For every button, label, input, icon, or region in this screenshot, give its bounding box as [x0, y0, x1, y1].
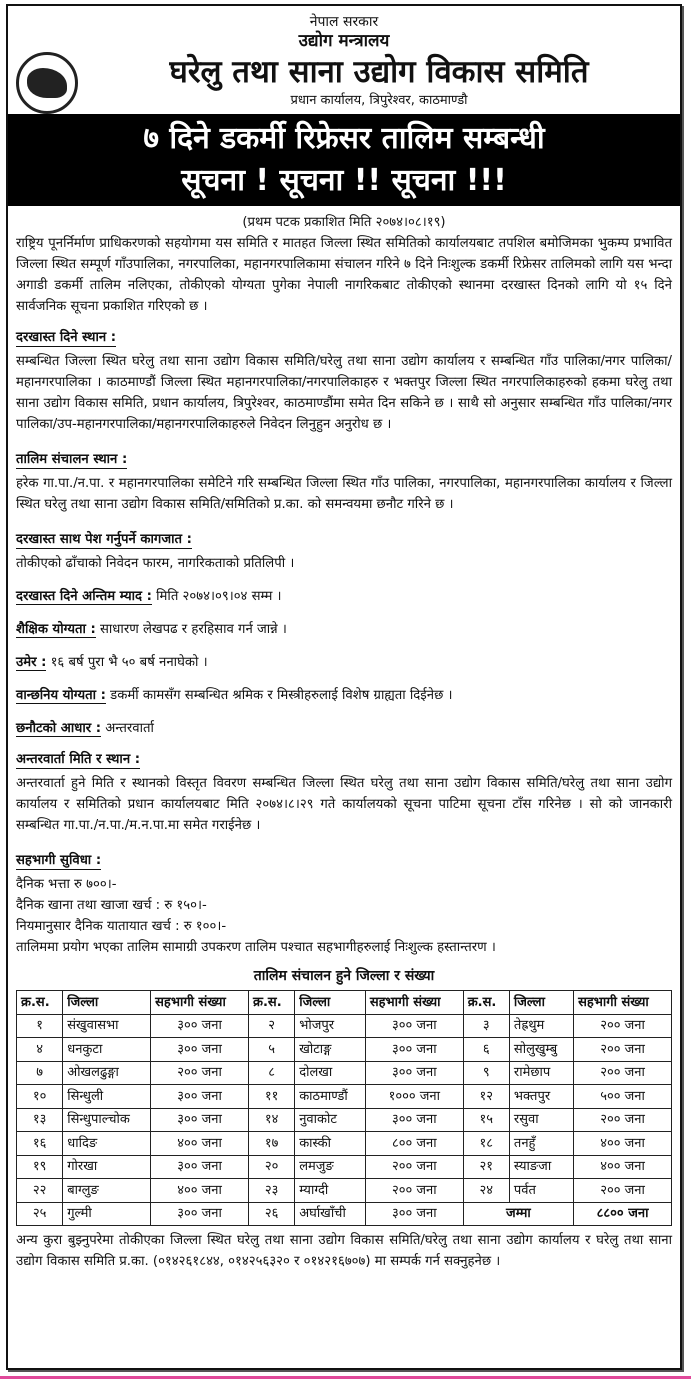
section-heading: तालिम संचालन स्थान :: [16, 452, 128, 467]
notice-body: [8, 206, 680, 1278]
participants-cell: ३०० जना: [365, 1014, 463, 1038]
district-cell: रामेछाप: [509, 1061, 573, 1085]
serial-cell: १३: [17, 1108, 63, 1132]
notice: [6, 4, 682, 1370]
facility-item: दैनिक खाना तथा खाजा खर्च : रु १५०।-: [16, 898, 207, 913]
label: वान्छनिय योग्यता :: [16, 688, 106, 703]
section-heading: दरखास्त दिने स्थान :: [16, 330, 117, 345]
banner-title: ७ दिने डकर्मी रिफ्रेसर तालिम सम्बन्धी: [143, 121, 545, 156]
serial-cell: ११: [248, 1085, 294, 1109]
district-cell: कास्की: [295, 1132, 366, 1156]
column-header: जिल्ला: [295, 991, 366, 1015]
value: साधारण लेखपढ र हरहिसाव गर्न जान्ने ।: [95, 622, 287, 637]
district-cell: म्याग्दी: [295, 1179, 366, 1203]
participants-cell: ३०० जना: [151, 1085, 249, 1109]
district-cell: रसुवा: [509, 1108, 573, 1132]
label: शैक्षिक योग्यता :: [16, 622, 96, 637]
table-header-row: [17, 991, 672, 1015]
district-cell: सोलुखुम्बु: [509, 1038, 573, 1062]
column-header: सहभागी संख्या: [365, 991, 463, 1015]
district-cell: अर्घाखाँची: [295, 1202, 366, 1226]
participants-cell: २०० जना: [574, 1108, 672, 1132]
table-title: तालिम संचालन हुने जिल्ला र संख्या: [253, 968, 435, 984]
serial-cell: १५: [463, 1108, 509, 1132]
serial-cell: २४: [463, 1179, 509, 1203]
serial-cell: १: [17, 1014, 63, 1038]
serial-cell: ९: [463, 1061, 509, 1085]
participants-cell: ५०० जना: [574, 1085, 672, 1109]
label: उमेर :: [16, 655, 47, 670]
value: डकर्मी कामसँग सम्बन्धित श्रमिक र मिस्त्रीहरुलाई विशेष ग्राह्यता दिईनेछ ।: [105, 688, 453, 703]
participants-cell: २०० जना: [574, 1014, 672, 1038]
column-header: सहभागी संख्या: [151, 991, 249, 1015]
section-heading: अन्तरवार्ता मिति र स्थान :: [16, 752, 141, 767]
intro-paragraph: राष्ट्रिय पूनर्निर्माण प्राधिकरणको सहयोगमा यस समिति र मातहत जिल्ला स्थित समितिको कार्यालयबाट तपशिल बमोजिमका भुकम्प प्रभावित जिल्ला स्थित सम्पूर्ण गाँउपालिका, नगरपालिका, महानगरपालिकामा संचालन गरिने ७ दिने निःशुल्क डकर्मी रिफ्रेसर तालिमको लागि यस भन्दा अगाडी डकर्मी तालिम नलिएका, तोकीएको योग्यता पुगेका नेपाली नागरिकबाट तोकीएको स्थानमा दरखास्त दिनको लागि यो १५ दिने सार्वजनिक सूचना प्रकाशित गरिएको छ ।: [16, 236, 672, 314]
district-cell: भक्तपुर: [509, 1085, 573, 1109]
column-header: क्र.स.: [17, 991, 63, 1015]
participants-cell: २०० जना: [574, 1038, 672, 1062]
district-cell: तेह्रथुम: [509, 1014, 573, 1038]
table-row: [17, 1132, 672, 1156]
district-cell: संखुवासभा: [63, 1014, 151, 1038]
value: मिति २०७४।०९।०४ सम्म ।: [151, 589, 282, 604]
total-value: ८८०० जना: [574, 1202, 672, 1226]
district-cell: सिन्धुली: [63, 1085, 151, 1109]
serial-cell: १७: [248, 1132, 294, 1156]
facility-item: दैनिक भत्ता रु ७००।-: [16, 877, 117, 892]
banner-notice: सूचना ! सूचना !! सूचना !!!: [181, 163, 507, 198]
serial-cell: ४: [17, 1038, 63, 1062]
qualification-row: [16, 619, 672, 640]
participants-cell: २०० जना: [365, 1155, 463, 1179]
preferred-qualification-row: [16, 685, 672, 706]
table-row: [17, 1179, 672, 1203]
serial-cell: २५: [17, 1202, 63, 1226]
accent-line: [0, 1376, 691, 1379]
district-cell: गोरखा: [63, 1155, 151, 1179]
table-row: [17, 1108, 672, 1132]
participants-cell: ३०० जना: [151, 1014, 249, 1038]
total-label: जम्मा: [463, 1202, 573, 1226]
title-banner: [8, 114, 680, 206]
ministry-name: उद्योग मन्त्रालय: [298, 31, 390, 51]
participants-cell: ३०० जना: [151, 1202, 249, 1226]
column-header: जिल्ला: [63, 991, 151, 1015]
serial-cell: ५: [248, 1038, 294, 1062]
serial-cell: १२: [463, 1085, 509, 1109]
table-row: [17, 1155, 672, 1179]
label: दरखास्त दिने अन्तिम म्याद :: [16, 589, 152, 604]
serial-cell: २१: [463, 1155, 509, 1179]
participants-cell: ४०० जना: [151, 1179, 249, 1203]
participants-cell: २०० जना: [151, 1061, 249, 1085]
column-header: सहभागी संख्या: [574, 991, 672, 1015]
facility-item: तालिममा प्रयोग भएका तालिम सामाग्री उपकरण तालिम पश्चात सहभागीहरुलाई निःशुल्क हस्तान्तरण ।: [16, 940, 496, 955]
district-cell: बाग्लुङ: [63, 1179, 151, 1203]
selection-basis-row: [16, 718, 672, 739]
district-cell: धादिङ: [63, 1132, 151, 1156]
footer-contact: अन्य कुरा बुझ्नुपरेमा तोकीएका जिल्ला स्थित घरेलु तथा साना उद्योग विकास समिति/घरेलु तथा साना उद्योग कार्यालय र घरेलु तथा साना उद्योग विकास समिति प्र.का. (०१४२६१८४४, ०१४२५६३२० र ०१४२१६७०७) मा सम्पर्क गर्न सक्नुहनेछ ।: [16, 1233, 672, 1269]
participants-cell: २०० जना: [574, 1179, 672, 1203]
serial-cell: १०: [17, 1085, 63, 1109]
org-name: घरेलु तथा साना उद्योग विकास समिति: [169, 54, 589, 90]
participants-cell: ४०० जना: [574, 1155, 672, 1179]
participants-cell: ४०० जना: [151, 1132, 249, 1156]
interview-text: अन्तरवार्ता हुने मिति र स्थानको विस्तृत विवरण सम्बन्धित जिल्ला स्थित घरेलु तथा साना उद्योग विकास समिति/घरेलु तथा साना उद्योग कार्यालय र समितिको प्रधान कार्यालयबाट मिति २०७४।८।२९ गते कार्यालयको सूचना पाटिमा सूचना टाँस गरिनेछ । सो को जानकारी सम्बन्धित गा.पा./न.पा./म.न.पा.मा समेत गराईनेछ ।: [16, 776, 672, 833]
serial-cell: ८: [248, 1061, 294, 1085]
table-row: [17, 1202, 672, 1226]
section-heading: सहभागी सुविधा :: [16, 853, 102, 868]
participants-cell: ३०० जना: [365, 1038, 463, 1062]
deadline-row: [16, 586, 672, 607]
value: अन्तरवार्ता: [101, 721, 154, 736]
serial-cell: २६: [248, 1202, 294, 1226]
section-text: सम्बन्धित जिल्ला स्थित घरेलु तथा साना उद्योग विकास समिति/घरेलु तथा साना उद्योग कार्यालय र सम्बन्धित गाँउ पालिका/नगर पालिका/महानगरपालिका । काठमाण्डौं जिल्ला स्थित महानगरपालिका/नगरपालिकाहरु र भक्तपुर जिल्ला स्थित नगरपालिकाहरुको हकमा घरेलु तथा साना उद्योग विकास समिति, प्रधान कार्यालय, त्रिपुरेश्वर, काठमाण्डौंमा समेत दिन सकिने छ । साथै सो अनुसार सम्बन्धित गाँउ पालिका/नगर पालिका/उप-महानगरपालिका/महानगरपालिकाहरुले निवेदन लिनुहुन अनुरोध छ ।: [16, 354, 672, 432]
serial-cell: ६: [463, 1038, 509, 1062]
table-row: [17, 1061, 672, 1085]
serial-cell: २२: [17, 1179, 63, 1203]
district-cell: लमजुङ: [295, 1155, 366, 1179]
age-row: [16, 652, 672, 673]
column-header: क्र.स.: [248, 991, 294, 1015]
participants-cell: ८०० जना: [365, 1132, 463, 1156]
facility-item: नियमानुसार दैनिक यातायात खर्च : रु १००।-: [16, 919, 227, 934]
participants-cell: ३०० जना: [151, 1038, 249, 1062]
gov-name: नेपाल सरकार: [309, 14, 379, 30]
published-date: (प्रथम पटक प्रकाशित मिति २०७४।०८।१९): [242, 215, 446, 230]
section-heading: दरखास्त साथ पेश गर्नुपर्ने कागजात :: [16, 532, 192, 547]
letterhead: [8, 6, 680, 114]
district-cell: गुल्मी: [63, 1202, 151, 1226]
district-cell: तनहुँ: [509, 1132, 573, 1156]
table-row: [17, 1014, 672, 1038]
serial-cell: ७: [17, 1061, 63, 1085]
serial-cell: ३: [463, 1014, 509, 1038]
table-row: [17, 1038, 672, 1062]
column-header: क्र.स.: [463, 991, 509, 1015]
label: छनौटको आधार :: [16, 721, 102, 736]
serial-cell: २: [248, 1014, 294, 1038]
participants-cell: ३०० जना: [365, 1061, 463, 1085]
serial-cell: १६: [17, 1132, 63, 1156]
value: १६ बर्ष पुरा भै ५० बर्ष ननाघेको ।: [46, 655, 208, 670]
table-row: [17, 1085, 672, 1109]
participants-cell: ३०० जना: [365, 1202, 463, 1226]
serial-cell: २०: [248, 1155, 294, 1179]
serial-cell: १४: [248, 1108, 294, 1132]
government-emblem-icon: [16, 52, 78, 114]
participants-cell: २०० जना: [574, 1061, 672, 1085]
section-text: हरेक गा.पा./न.पा. र महानगरपालिका समेटिने गरि सम्बन्धित जिल्ला स्थित गाँउ पालिका, नगरपालिका, महानगरपालिका कार्यालय र जिल्ला स्थित घरेलु तथा साना उद्योग विकास समिति/समितिको प्र.का. को समन्वयमा छनौट गरिने छ ।: [16, 476, 672, 512]
participants-cell: २०० जना: [365, 1179, 463, 1203]
district-cell: काठमाण्डौं: [295, 1085, 366, 1109]
participants-cell: ३०० जना: [365, 1108, 463, 1132]
participants-cell: १००० जना: [365, 1085, 463, 1109]
serial-cell: २३: [248, 1179, 294, 1203]
serial-cell: १९: [17, 1155, 63, 1179]
district-cell: धनकुटा: [63, 1038, 151, 1062]
district-cell: दोलखा: [295, 1061, 366, 1085]
participants-cell: ३०० जना: [151, 1108, 249, 1132]
district-cell: ओखलढुङ्गा: [63, 1061, 151, 1085]
district-table: [16, 990, 672, 1226]
serial-cell: १८: [463, 1132, 509, 1156]
column-header: जिल्ला: [509, 991, 573, 1015]
district-cell: खोटाङ्ग: [295, 1038, 366, 1062]
participants-cell: ४०० जना: [574, 1132, 672, 1156]
district-cell: स्याङजा: [509, 1155, 573, 1179]
district-cell: सिन्धुपाल्चोक: [63, 1108, 151, 1132]
office-address: प्रधान कार्यालय, त्रिपुरेश्वर, काठमाण्डौ: [290, 93, 468, 108]
district-cell: पर्वत: [509, 1179, 573, 1203]
district-cell: भोजपुर: [295, 1014, 366, 1038]
participants-cell: ३०० जना: [151, 1155, 249, 1179]
section-text: तोकीएको ढाँचाको निवेदन फारम, नागरिकताको प्रतिलिपी ।: [16, 556, 295, 571]
district-cell: नुवाकोट: [295, 1108, 366, 1132]
